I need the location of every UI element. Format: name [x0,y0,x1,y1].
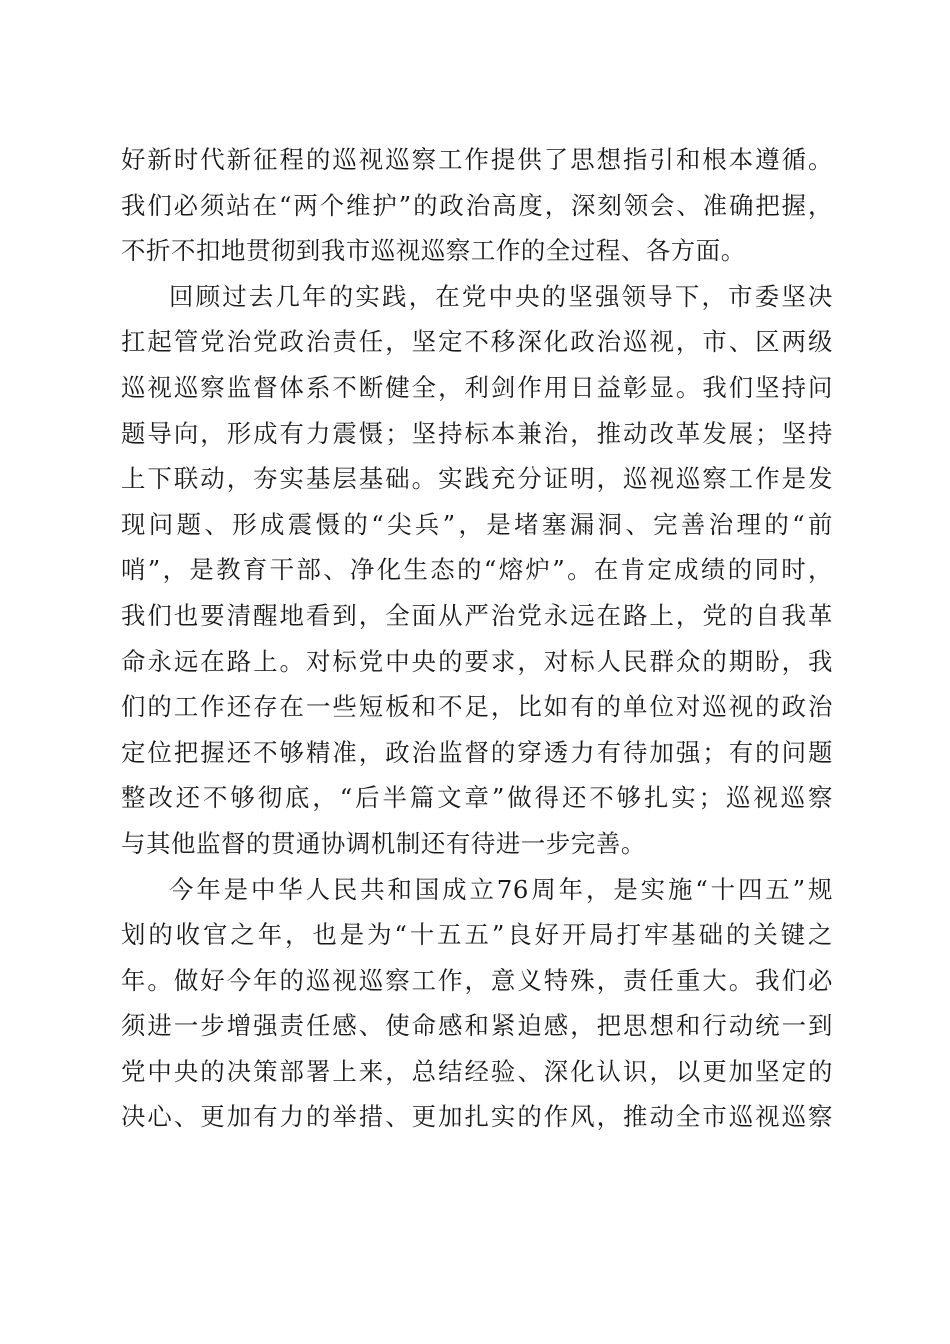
paragraph-1-line-2: 我们必须站在“两个维护”的政治高度，深刻领会、准确把握， [121,190,833,220]
paragraph-1-line-1: 好新时代新征程的巡视巡察工作提供了思想指引和根本遵循。 [121,145,833,174]
paragraph-2-line-8: 我们也要清醒地看到，全面从严治党永远在路上，党的自我革 [121,600,833,630]
paragraph-2-line-9: 命永远在路上。对标党中央的要求，对标人民群众的期盼，我 [121,646,833,676]
paragraph-3-line-6: 决心、更加有力的举措、更加扎实的作风，推动全市巡视巡察 [121,1102,833,1132]
paragraph-2-line-6: 现问题、形成震慑的“尖兵”，是堵塞漏洞、完善治理的“前 [121,509,833,539]
paragraph-2-line-4: 题导向，形成有力震慑；坚持标本兼治，推动改革发展；坚持 [121,418,833,448]
paragraph-2-line-5: 上下联动，夯实基层基础。实践充分证明，巡视巡察工作是发 [121,464,833,494]
paragraph-2-line-3: 巡视巡察监督体系不断健全，利剑作用日益彰显。我们坚持问 [121,372,833,402]
paragraph-1-line-3: 不折不扣地贯彻到我市巡视巡察工作的全过程、各方面。 [121,236,746,266]
paragraph-3-line-4: 须进一步增强责任感、使命感和紧迫感，把思想和行动统一到 [121,1011,833,1041]
document-body [121,137,833,1140]
paragraph-2-line-10: 们的工作还存在一些短板和不足，比如有的单位对巡视的政治 [121,692,833,722]
paragraph-3-line-1: 今年是中华人民共和国成立76周年，是实施“十四五”规 [169,874,833,904]
paragraph-2-line-12: 整改还不够彻底，“后半篇文章”做得还不够扎实；巡视巡察 [121,783,833,813]
paragraph-2-line-7: 哨”，是教育干部、净化生态的“熔炉”。在肯定成绩的同时， [121,555,833,585]
paragraph-3-line-2: 划的收官之年，也是为“十五五”良好开局打牢基础的关键之 [121,920,833,950]
paragraph-3-line-5: 党中央的决策部署上来，总结经验、深化认识，以更加坚定的 [121,1056,833,1086]
paragraph-2-line-11: 定位把握还不够精准，政治监督的穿透力有待加强；有的问题 [121,737,833,767]
paragraph-2-line-2: 扛起管党治党政治责任，坚定不移深化政治巡视，市、区两级 [121,327,833,357]
paragraph-2-line-1: 回顾过去几年的实践，在党中央的坚强领导下，市委坚决 [169,281,833,311]
paragraph-2-line-13: 与其他监督的贯通协调机制还有待进一步完善。 [121,828,646,858]
paragraph-3-line-3: 年。做好今年的巡视巡察工作，意义特殊，责任重大。我们必 [121,965,833,995]
